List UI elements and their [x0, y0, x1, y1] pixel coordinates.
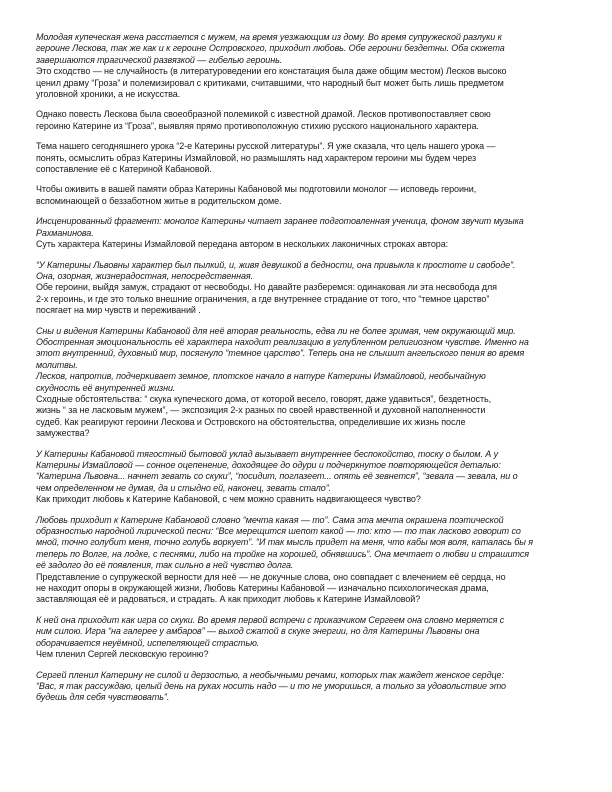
text-line: Однако повесть Лескова была своеобразной полемикой с известной драмой. Лесков противопоставляет свою — [36, 109, 491, 120]
text-line: Как приходит любовь к Катерине Кабановой, с чем можно сравнить надвигающееся чувство? — [36, 494, 421, 505]
text-line: заставляющая её и радоваться, и страдать. А как приходит любовь к Катерине Измайловой? — [36, 594, 421, 605]
paragraph — [36, 449, 582, 506]
text-line: образностью народной лирической песни: “Все мерещится шепот какой — то: кто — то так ласково говорит со — [36, 526, 521, 537]
text-line: Лесков, напротив, подчеркивает земное, плотское начало в натуре Катерины Измайловой, необычайную — [36, 371, 486, 382]
paragraph — [36, 141, 582, 175]
text-line: Сергей пленил Катерину не силой и дерзостью, а необычными речами, которых так жаждет женское сердце: — [36, 669, 504, 680]
text-line: жизнь “ за не ласковым мужем”, — экспозиция 2-х разных по своей нравственной и духовной наполненности — [36, 405, 486, 416]
document-page — [36, 32, 582, 713]
text-line: К ней она приходит как игра со скуки. Во время первой встречи с приказчиком Сергеем она словно меряется с — [36, 614, 505, 625]
text-line: завершаются трагической развязкой — гибелью героинь. — [36, 54, 283, 65]
text-line: сопоставление её с Катериной Кабановой. — [36, 164, 212, 175]
text-line: Рахманинова. — [36, 227, 94, 238]
text-line: Любовь приходит к Катерине Кабановой словно “мечта какая — то”. Сама эта мечта окрашена поэтической — [36, 514, 504, 525]
text-line: молитвы. — [36, 359, 78, 370]
text-line: Обе героини, выйдя замуж, страдают от несвободы. Но давайте разберемся: одинаковая ли эта несвобода для — [36, 282, 497, 293]
text-line: ценил драму “Гроза” и полемизировал с критиками, считавшими, что народный быт может быть лишь предметом — [36, 77, 504, 88]
text-line: Сходные обстоятельства: “ скука купеческого дома, от которой весело, говорят, даже удавиться”, бездетность, — [36, 393, 492, 404]
text-line: “У Катерины Львовны характер был пылкий, и, живя девушкой в бедности, она привыкла к простоте и свободе”. — [36, 259, 516, 270]
text-line: Чем пленил Сергей лесковскую героиню? — [36, 649, 209, 660]
text-line: 2-х героинь, и где это только внешние ограничения, а где внутреннее страдание от того, что “темное царство” — [36, 293, 490, 304]
text-line: Представление о супружеской верности для неё — не докучные слова, оно совпадает с влечением её сердца, но — [36, 571, 506, 582]
text-line: Тема нашего сегодняшнего урока “2-е Катерины русской литературы”. Я уже сказала, что цель нашего урока — — [36, 141, 496, 152]
text-line: Молодая купеческая жена расстается с мужем, на время уезжающим из дому. Во время супружеской разлуки к — [36, 32, 502, 42]
text-line: судеб. Как реагируют героини Лескова и Островского на обстоятельства, определившие их жизнь после — [36, 416, 466, 427]
text-line: чем определенном не думая, да и стыдно ей, наконец, зевать стало”. — [36, 482, 332, 493]
text-line: “Катерина Львовна... начнет зевать со скуки”, “посидит, поглазеет... опять её зевнется”, “зевала — зевала, ни о — [36, 471, 518, 482]
paragraph — [36, 670, 582, 704]
text-line: скудность её внутренней жизни. — [36, 382, 176, 393]
paragraph — [36, 515, 582, 606]
text-line: вспоминающей о беззаботном житье в родительском доме. — [36, 195, 282, 206]
text-line: Катерины Измайловой — сонное оцепенение, доходящее до одури и подчеркнутое повторяющейся деталью: — [36, 460, 501, 470]
text-line: этот внутренний, духовный мир, посягнуло “темное царство”. Теперь она не слышит ангельского пения во время — [36, 348, 525, 359]
text-line: Обостренная эмоциональность её характера находит реализацию в углубленном религиозном чувстве. Именно на — [36, 336, 529, 347]
text-line: замужества? — [36, 428, 90, 439]
paragraph — [36, 615, 582, 661]
text-line: “Вас, я так рассуждаю, целый день на руках носить надо — и то не уморишься, а только за удовольствие это — [36, 680, 506, 691]
text-line: Суть характера Катерины Измайловой передана автором в нескольких лаконичных строках автора: — [36, 239, 449, 250]
text-line: Это сходство — не случайность (в литературоведении его констатация была даже общим местом) Лесков высоко — [36, 66, 507, 77]
paragraph — [36, 109, 582, 132]
text-line: Сны и видения Катерины Кабановой для неё вторая реальность, едва ли не более зримая, чем окружающий мир. — [36, 325, 516, 336]
text-line: теперь по Волге, на лодке, с песнями, либо на тройке на хорошей, обнявшись”. Она мечтает о любви и страшится — [36, 548, 529, 559]
text-line: Чтобы оживить в вашей памяти образ Катерины Кабановой мы подготовили монолог — исповедь героини, — [36, 184, 477, 195]
paragraph — [36, 216, 582, 250]
text-line: её задолго до её появления, так сильно в ней чувство долга. — [36, 560, 294, 571]
text-line: понять, осмыслить образ Катерины Измайловой, но размышлять над характером героини мы будем через — [36, 152, 476, 163]
text-line: оборачивается неуёмной, испепеляющей страстью. — [36, 637, 260, 648]
text-line: Она, озорная, жизнерадостная, непосредственная. — [36, 270, 254, 281]
paragraph — [36, 260, 582, 317]
text-line: мной, точно голубит меня, точно голубь воркует”. “И так мысль придет на меня, что кабы моя воля, каталась бы я — [36, 537, 533, 548]
text-line: ним силою. Игра “на галерее у амбаров” — выход сжатой в скуке энергии, но для Катерины Львовны она — [36, 626, 480, 637]
paragraph — [36, 184, 582, 207]
text-line: будешь для себя чувствовать”. — [36, 692, 170, 703]
text-line: не находит опоры в окружающей жизни, Любовь Катерины Кабановой — изначально психологическая драма, — [36, 583, 489, 594]
paragraph — [36, 326, 582, 440]
paragraph — [36, 32, 582, 100]
text-line: У Катерины Кабановой тягостный бытовой уклад вызывает внутреннее беспокойство, тоску о былом. А у — [36, 448, 499, 459]
text-line: героиню Катерине из “Гроза”, выявляя прямо противоположную стихию русского национального характера. — [36, 120, 479, 131]
text-line: героине Лескова, так же как и к героине Островского, приходит любовь. Обе героини бездетны. Оба сюжета — [36, 43, 505, 54]
text-line: уголовной хроники, а не искусства. — [36, 89, 181, 100]
text-line: Инсценированный фрагмент: монолог Катерины читает заранее подготовленная ученица, фоном звучит музыка — [36, 216, 524, 227]
text-line: посягает на мир чувств и переживаний . — [36, 305, 201, 316]
